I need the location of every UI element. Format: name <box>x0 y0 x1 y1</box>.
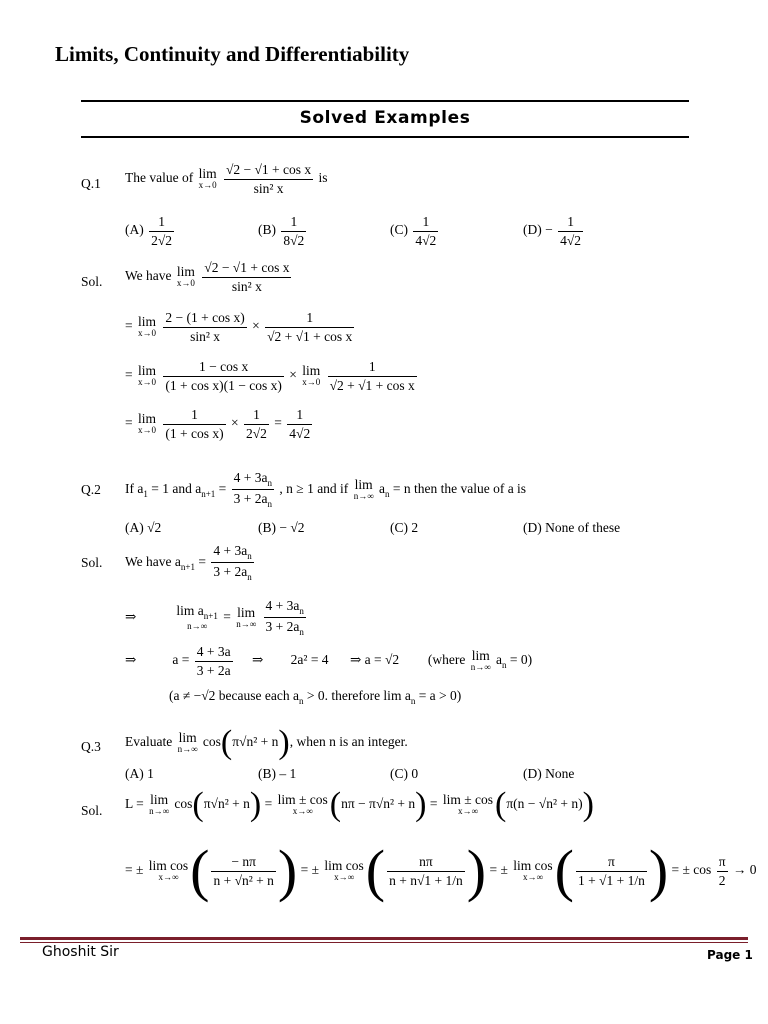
q3-solution-label: Sol. <box>81 803 103 818</box>
q1-question: The value of lim x→0 $\frac{\text{√2 − √1 + cos x}}{\text{sin² x}}$ is <box>125 162 328 196</box>
q2-question: If $a_1 = 1$ and $a_{n+1}$ = $\frac{4 + 3a_n}{3 + 2a_n}$ , n ≥ 1 and if lim n→∞ $a_n = n$ then the value of a is <box>125 470 527 510</box>
q3-sol-line-2: = ± lim cos x→∞ ( $\frac{- n\pi}{\text{n + √n² + n}}$ ) = ± lim cos x→∞ ( $\frac{n\pi}{n + n√1 + 1/n}$ ) = ± lim cos x→∞ ( $\frac{\pi}{1 + √1 + 1/n}$ ) = ± cos $\frac{\pi}{2}$ → 0 <box>125 838 757 903</box>
q3-sol-line-1: L = lim n→∞ cos(π√n² + n) = lim ± cos x→∞ (nπ − π√n² + n) = lim ± cos x→∞ (π(n − √n² + n)) <box>125 786 594 823</box>
q2-option-d: (D) None of these <box>523 520 621 535</box>
footer-rule-thick <box>20 937 748 940</box>
q3-option-a: (A) 1 <box>125 766 154 781</box>
page-number: Page 1 <box>707 948 753 962</box>
banner-top-rule <box>81 100 689 102</box>
q1-option-d: (D) − $\frac{1}{4√2}$ <box>523 214 582 248</box>
q1-option-c: (C) $\frac{1}{4√2}$ <box>390 214 437 248</box>
section-banner: Solved Examples <box>299 108 471 128</box>
q2-sol-line-1: We have $a_{n+1}$ = $\frac{4 + 3a_n}{3 + 2a_n}$ <box>125 543 252 583</box>
q1-sol-line-1: We have lim x→0 $\frac{\text{√2 − √1 + cos x}}{\text{sin² x}}$ <box>125 260 290 294</box>
q2-sol-line-4: (a ≠ −√2 because each $a_n > 0$. therefore $\lim a_n = a > 0$) <box>169 688 462 706</box>
q3-option-d: (D) None <box>523 766 575 781</box>
q1-solution-label: Sol. <box>81 274 103 289</box>
q1-sol-line-3: = lim x→0 $\frac{\text{1 − cos x}}{\text{(1 + cos x)(1 − cos x)}}$ × lim x→0 $\frac{1}{\text{√2 + √1 + cos x}}$ <box>125 359 415 393</box>
footer-rule-thin <box>20 942 748 943</box>
q2-option-c: (C) 2 <box>390 520 419 535</box>
q2-sol-line-3: ⇒ a = $\frac{4 + 3a}{3 + 2a}$ ⇒ 2a² = 4 ⇒ a = √2 (where lim n→∞ $a_n = 0$) <box>125 644 533 678</box>
footer-author: Ghoshit Sir <box>42 944 119 960</box>
q1-label: Q.1 <box>81 176 101 191</box>
q2-label: Q.2 <box>81 482 101 497</box>
page-title: Limits, Continuity and Differentiability <box>55 42 410 66</box>
q3-option-b: (B) – 1 <box>258 766 297 781</box>
q1-option-a: (A) $\frac{1}{2√2}$ <box>125 214 173 248</box>
banner-bottom-rule <box>81 136 689 138</box>
q2-option-a: (A) √2 <box>125 520 162 535</box>
q1-sol-line-2: = lim x→0 $\frac{\text{2 − (1 + cos x)}}{\text{sin² x}}$ × $\frac{1}{\text{√2 + √1 + cos x}}$ <box>125 310 353 344</box>
q3-question: Evaluate lim n→∞ cos(π√n² + n), when n is an integer. <box>125 724 408 761</box>
q1-option-b: (B) $\frac{1}{8√2}$ <box>258 214 305 248</box>
q3-label: Q.3 <box>81 739 101 754</box>
q2-solution-label: Sol. <box>81 555 103 570</box>
q1-sol-line-4: = lim x→0 $\frac{1}{\text{(1 + cos x)}}$ × $\frac{1}{2√2}$ = $\frac{1}{4√2}$ <box>125 407 311 441</box>
q2-sol-line-2: ⇒ $\lim a_{n+1}$ n→∞ = lim n→∞ $\frac{4 + 3a_n}{3 + 2a_n}$ <box>125 598 304 638</box>
q2-option-b: (B) − √2 <box>258 520 305 535</box>
q1-expression: $\frac{\text{√2 − √1 + cos x}}{\text{sin² x}}$ <box>225 162 312 196</box>
q3-option-c: (C) 0 <box>390 766 419 781</box>
